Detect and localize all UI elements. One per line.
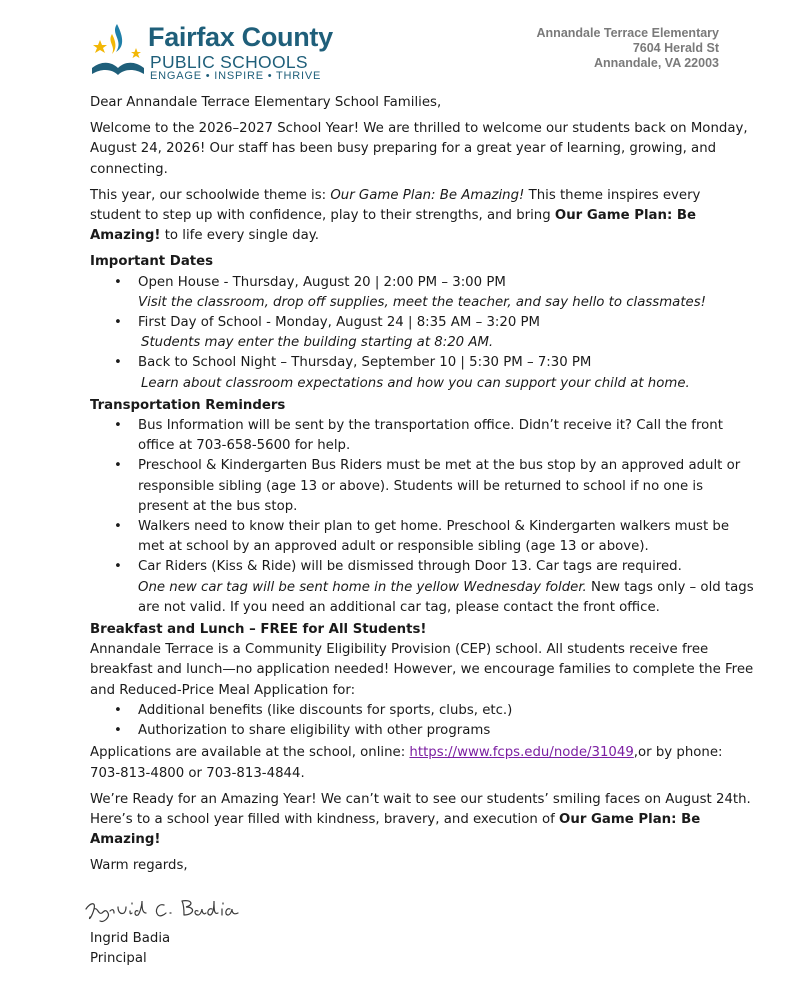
car-note <box>138 578 755 618</box>
applications-post: ,or by phone: 703-813-4800 or 703-813-4844. <box>90 745 723 781</box>
logo-tagline: ENGAGE • INSPIRE • THRIVE <box>150 70 322 82</box>
dates-list <box>90 273 755 394</box>
signer-title: Principal <box>90 951 147 967</box>
applications-pre: Applications are available at the school, online: <box>90 745 410 761</box>
list-item: • Additional benefits (like discounts for sports, clubs, etc.) <box>90 701 755 721</box>
greeting: Dear Annandale Terrace Elementary School Families, <box>90 95 442 110</box>
meals-heading: Breakfast and Lunch – FREE for All Students! <box>90 622 427 638</box>
car-note-italic: One new car tag will be sent home in the yellow Wednesday folder. <box>138 579 587 595</box>
car-note-rest: New tags only – old tags are not valid. If you need an additional car tag, please contact the front office. <box>138 579 754 615</box>
date-line: • First Day of School - Monday, August 24 | 8:35 AM – 3:20 PM <box>138 315 541 331</box>
list-item <box>90 353 755 393</box>
theme-mid: This theme inspires every student to step up with confidence, play to their strengths, and bring <box>90 187 701 224</box>
school-address <box>537 26 719 71</box>
list-item: • Authorization to share eligibility with other programs <box>90 721 755 741</box>
school-name: Annandale Terrace Elementary <box>536 26 719 40</box>
list-item: • Walkers need to know their plan to get home. Preschool & Kindergarten walkers must be met at school by an approved adult or responsible sibling (age 13 or above). <box>90 517 755 557</box>
closing: Warm regards, <box>90 858 188 874</box>
list-item <box>90 557 755 618</box>
list-item <box>90 273 755 313</box>
ready-bold: Our Game Plan: Be Amazing! <box>90 811 701 848</box>
list-item <box>90 313 755 353</box>
theme-italic: Our Game Plan: Be Amazing! <box>330 187 525 203</box>
welcome-paragraph: Welcome to the 2026–2027 School Year! We are thrilled to welcome our students back on Monday, August 24, 2026! Our staff has been busy preparing for a great year of learning, growing, and connecting. <box>90 121 748 177</box>
transport-list <box>90 416 755 618</box>
meal-application-link[interactable]: https://www.fcps.edu/node/31049 <box>409 745 634 761</box>
theme-bold: Our Game Plan: Be Amazing! <box>90 208 697 244</box>
signer-name: Ingrid Badia <box>90 931 171 946</box>
dates-heading: Important Dates <box>90 254 214 270</box>
applications-paragraph <box>90 743 755 783</box>
book-flame-icon <box>90 18 146 80</box>
theme-paragraph <box>90 186 755 247</box>
car-line: • Car Riders (Kiss & Ride) will be dismissed through Door 13. Car tags are required. <box>138 559 682 575</box>
ready-text: We’re Ready for an Amazing Year! We can’t wait to see our students’ smiling faces on August 24th. Here’s to a school year filled with kindness, bravery, and execution of <box>90 791 751 827</box>
date-note: Learn about classroom expectations and how you can support your child at home. <box>141 375 690 391</box>
list-item: • Preschool & Kindergarten Bus Riders must be met at the bus stop by an approved adult or responsible sibling (age 13 or above). Students will be returned to school if no one is present at the bus stop. <box>90 456 755 517</box>
transport-heading: Transportation Reminders <box>90 397 286 413</box>
letter-body <box>90 93 755 883</box>
signature-image <box>80 891 250 931</box>
theme-pre: This year, our schoolwide theme is: <box>90 187 331 203</box>
date-line: • Open House - Thursday, August 20 | 2:00 PM – 3:00 PM <box>138 274 506 290</box>
meals-body: Annandale Terrace is a Community Eligibility Provision (CEP) school. All students receive free breakfast and lunch—no application needed! However, we encourage families to complete the Free and Reduced-Price Meal Application for: <box>90 642 754 698</box>
logo-subtitle: PUBLIC SCHOOLS <box>150 52 308 72</box>
school-street: 7604 Herald St <box>632 41 719 55</box>
signature-block <box>90 929 170 969</box>
ready-paragraph <box>90 790 755 851</box>
meals-list <box>90 701 755 741</box>
fcps-logo <box>90 18 340 80</box>
theme-post: to life every single day. <box>160 228 319 244</box>
date-note: Visit the classroom, drop off supplies, meet the teacher, and say hello to classmates! <box>138 294 706 310</box>
list-item: • Bus Information will be sent by the transportation office. Didn’t receive it? Call the front office at 703-658-5600 for help. <box>90 416 755 456</box>
school-city: Annandale, VA 22003 <box>593 56 719 70</box>
logo-name: Fairfax County <box>148 22 333 52</box>
date-line: • Back to School Night – Thursday, September 10 | 5:30 PM – 7:30 PM <box>138 355 592 371</box>
date-note: Students may enter the building starting at 8:20 AM. <box>141 335 494 351</box>
